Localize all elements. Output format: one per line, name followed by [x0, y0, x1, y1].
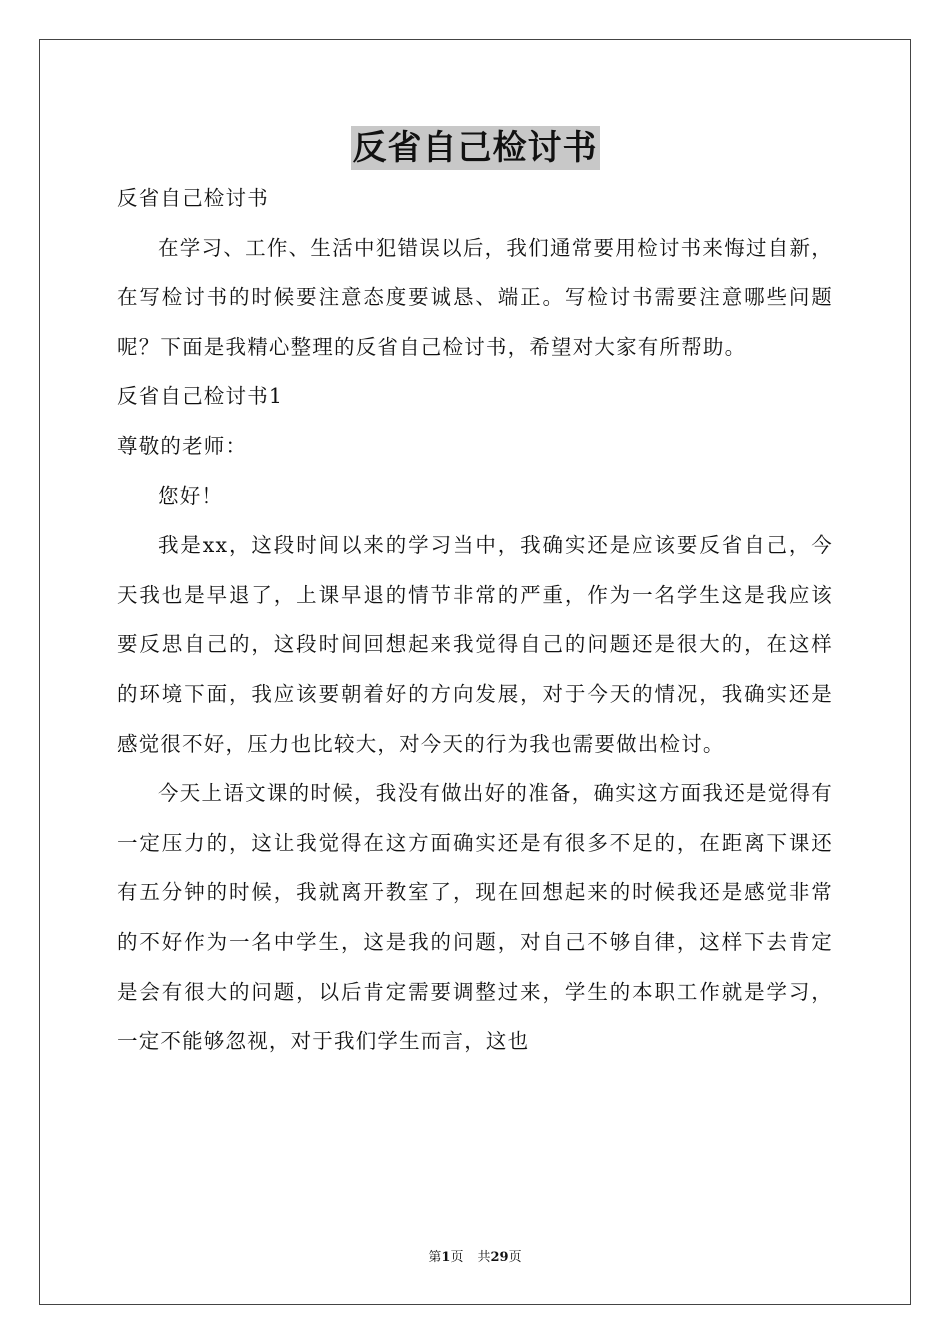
- subtitle-paragraph: 反省自己检讨书: [117, 186, 269, 210]
- page-current: 1: [441, 1250, 451, 1265]
- page-prefix: 第: [428, 1250, 442, 1265]
- total-prefix: 共: [477, 1250, 491, 1265]
- body-paragraph-2: 今天上语文课的时候，我没有做出好的准备，确实这方面我还是觉得有一定压力的，这让我觉得在这方面确实还是有很多不足的，在距离下课还有五分钟的时候，我就离开教室了，现在回想起来的时候我还是感觉非常的不好作为一名中学生，这是我的问题，对自己不够自律，这样下去肯定是会有很大的问题，以后肯定需要调整过来，学生的本职工作就是学习，一定不能够忽视，对于我们学生而言，这也: [117, 781, 833, 1054]
- page-total: 29: [490, 1250, 509, 1265]
- page-footer: [0, 1246, 950, 1265]
- document-title: 反省自己检讨书: [352, 128, 598, 168]
- salutation: 尊敬的老师：: [117, 433, 248, 458]
- greeting: 您好！: [158, 483, 224, 508]
- title-container: [0, 126, 950, 170]
- intro-paragraph: 在学习、工作、生活中犯错误以后，我们通常要用检讨书来悔过自新，在写检讨书的时候要注意态度要诚恳、端正。写检讨书需要注意哪些问题呢？下面是我精心整理的反省自己检讨书，希望对大家有所帮助。: [117, 235, 833, 359]
- section-heading: 反省自己检讨书1: [117, 384, 284, 409]
- total-suffix: 页: [508, 1250, 522, 1265]
- body-paragraph-1: 我是xx，这段时间以来的学习当中，我确实还是应该要反省自己，今天我也是早退了，上课早退的情节非常的严重，作为一名学生这是我应该要反思自己的，这段时间回想起来我觉得自己的问题还是很大的，在这样的环境下面，我应该要朝着好的方向发展，对于今天的情况，我确实还是感觉很不好，压力也比较大，对今天的行为我也需要做出检讨。: [117, 533, 833, 756]
- page-suffix: 页: [450, 1250, 464, 1265]
- document-body: [117, 174, 833, 1067]
